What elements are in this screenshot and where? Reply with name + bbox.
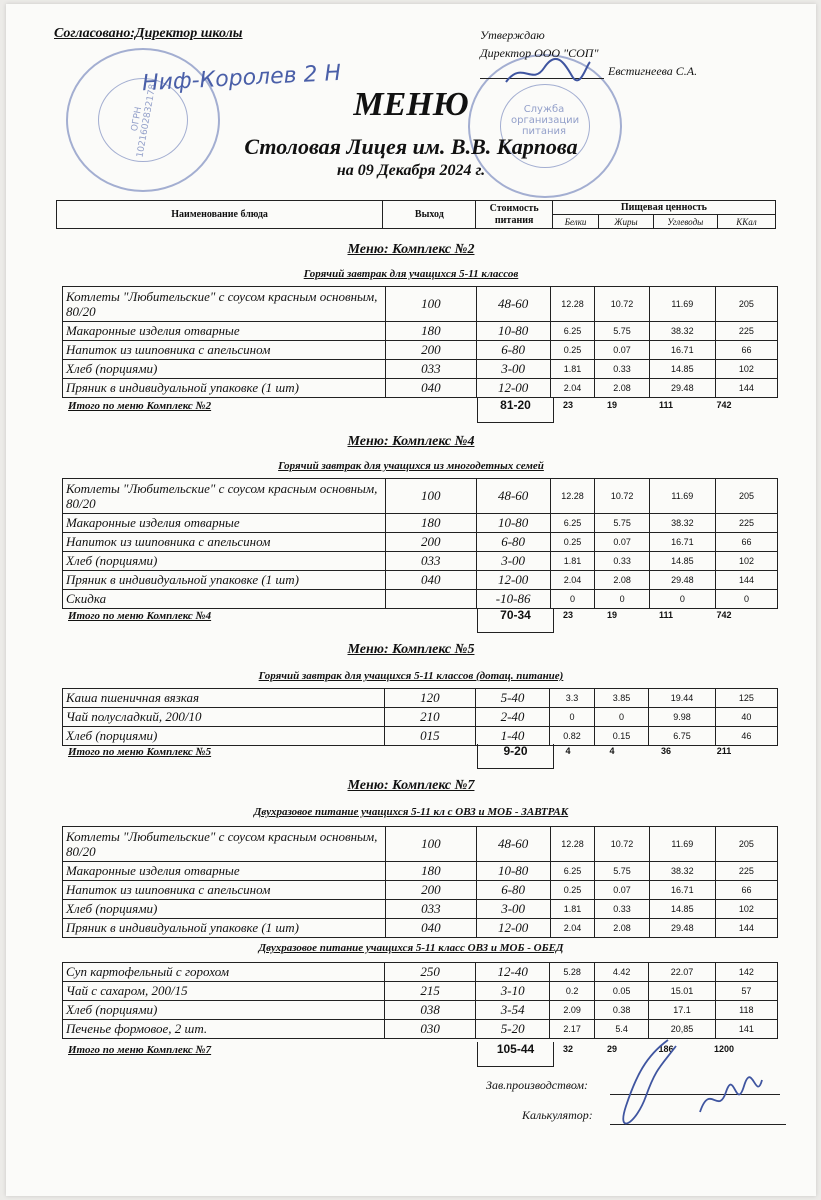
dish-fats: 0.33 [595,360,649,379]
table-row [63,552,778,571]
dish-carbs: 14.85 [649,360,715,379]
dish-output: 180 [386,862,477,881]
dish-proteins: 6.25 [550,514,595,533]
section-subtitle: Горячий завтрак для учащихся 5-11 классов [303,268,519,280]
dish-carbs: 16.71 [649,341,715,360]
dish-output: 215 [385,982,476,1001]
dish-cost: 48-60 [476,827,550,862]
total-cost: 9-20 [477,744,554,769]
dish-cost: 2-40 [475,708,549,727]
dish-fats: 2.08 [595,919,649,938]
dish-fats: 0.05 [594,982,648,1001]
dish-output: 033 [386,552,476,571]
dish-kcal: 40 [715,708,777,727]
menu-table-lunch [62,962,778,1039]
dish-carbs: 9.98 [649,708,715,727]
total-proteins: 32 [562,1044,573,1054]
dish-fats: 5.75 [595,322,649,341]
dish-fats: 0.15 [594,727,648,746]
section-title: Меню: Комплекс №5 [347,642,475,657]
dish-cost: 6-80 [476,881,550,900]
dish-output: 038 [385,1001,476,1020]
dish-proteins: 0.2 [550,982,595,1001]
dish-output: 030 [385,1020,476,1039]
dish-fats: 10.72 [595,479,649,514]
dish-cost: 48-60 [476,287,550,322]
dish-fats: 4.42 [594,963,648,982]
dish-output: 200 [386,881,477,900]
dish-proteins: 2.04 [550,919,595,938]
dish-kcal: 118 [715,1001,777,1020]
signature-calculator [696,1072,766,1122]
dish-cost: 1-40 [475,727,549,746]
dish-cost: -10-86 [476,590,550,609]
director-name: Евстигнеева С.А. [608,64,698,78]
dish-kcal: 0 [715,590,777,609]
total-kcal: 211 [716,746,732,756]
dish-fats: 2.08 [595,571,649,590]
dish-fats: 10.72 [595,827,649,862]
dish-name: Пряник в индивидуальной упаковке (1 шт) [63,571,386,590]
col-name: Наименование блюда [57,201,383,229]
approve-director: Директор ООО "СОП" [480,46,599,60]
col-carbs: Углеводы [653,215,717,229]
section-title: Меню: Комплекс №7 [347,778,475,793]
table-row [63,727,778,746]
dish-fats: 0 [594,708,648,727]
col-nutrition: Пищевая ценность [552,201,775,215]
total-fats: 19 [606,400,617,410]
canteen-name: Столовая Лицея им. В.В. Карпова [244,134,578,159]
table-row [63,862,778,881]
dish-kcal: 225 [715,322,777,341]
total-fats: 19 [606,610,617,620]
dish-proteins: 3.3 [550,689,595,708]
dish-name: Суп картофельный с горохом [63,963,385,982]
dish-kcal: 66 [715,341,777,360]
total-carbs: 186 [658,1044,674,1054]
table-row [63,479,778,514]
dish-carbs: 20,85 [649,1020,715,1039]
dish-carbs: 6.75 [649,727,715,746]
total-cost: 105-44 [477,1042,554,1067]
table-row [63,360,778,379]
dish-fats: 5.4 [594,1020,648,1039]
dish-carbs: 29.48 [649,919,715,938]
dish-kcal: 46 [715,727,777,746]
section-title: Меню: Комплекс №4 [347,434,475,449]
dish-name: Чай полусладкий, 200/10 [63,708,385,727]
dish-name: Макаронные изделия отварные [63,862,386,881]
col-proteins: Белки [552,215,598,229]
dish-proteins: 1.81 [550,360,595,379]
col-fats: Жиры [599,215,653,229]
col-kcal: ККал [717,215,775,229]
total-cost: 81-20 [477,398,554,423]
dish-name: Напиток из шиповника с апельсином [63,341,386,360]
table-row [63,341,778,360]
table-row [63,514,778,533]
table-row [63,379,778,398]
dish-kcal: 144 [715,919,777,938]
total-label: Итого по меню Комплекс №7 [68,1044,212,1056]
total-cost: 70-34 [477,608,554,633]
dish-cost: 3-54 [476,1001,550,1020]
table-row [63,533,778,552]
dish-name: Пряник в индивидуальной упаковке (1 шт) [63,919,386,938]
table-row [63,881,778,900]
dish-kcal: 141 [715,1020,777,1039]
dish-fats: 0.33 [595,552,649,571]
production-head-label: Зав.производством: [486,1078,589,1092]
dish-name: Напиток из шиповника с апельсином [63,881,386,900]
dish-kcal: 205 [715,827,777,862]
dish-carbs: 0 [649,590,715,609]
table-row [63,708,778,727]
dish-kcal: 66 [715,881,777,900]
dish-cost: 3-00 [476,900,550,919]
dish-cost: 12-00 [476,379,550,398]
total-carbs: 111 [658,400,674,410]
dish-carbs: 29.48 [649,571,715,590]
menu-table [62,688,778,746]
dish-name: Макаронные изделия отварные [63,322,386,341]
dish-carbs: 11.69 [649,287,715,322]
dish-output: 180 [386,322,477,341]
dish-output: 250 [385,963,476,982]
dish-kcal: 144 [715,571,777,590]
dish-name: Хлеб (порциями) [63,900,386,919]
dish-cost: 6-80 [476,533,550,552]
dish-output: 015 [384,727,475,746]
dish-carbs: 38.32 [649,322,715,341]
dish-output: 100 [386,827,477,862]
dish-fats: 0.33 [595,900,649,919]
dish-output: 200 [386,341,477,360]
dish-proteins: 0.25 [550,881,595,900]
dish-proteins: 6.25 [550,322,595,341]
table-row [63,900,778,919]
table-row [63,287,778,322]
dish-kcal: 205 [715,287,777,322]
dish-kcal: 142 [715,963,777,982]
dish-fats: 5.75 [595,862,649,881]
dish-fats: 5.75 [595,514,649,533]
dish-proteins: 12.28 [550,827,595,862]
dish-cost: 48-60 [476,479,550,514]
dish-fats: 0 [595,590,649,609]
section-title: Меню: Комплекс №2 [347,242,475,257]
dish-cost: 5-20 [476,1020,550,1039]
dish-name: Котлеты "Любительские" с соусом красным основным, 80/20 [63,287,386,322]
dish-name: Чай с сахаром, 200/15 [63,982,385,1001]
dish-fats: 0.38 [594,1001,648,1020]
calculator-label: Калькулятор: [522,1108,593,1122]
table-row [63,827,778,862]
total-proteins: 4 [565,746,571,756]
total-fats: 29 [606,1044,617,1054]
dish-name: Макаронные изделия отварные [63,514,386,533]
total-carbs: 36 [660,746,671,756]
dish-kcal: 144 [715,379,777,398]
menu-date: на 09 Декабря 2024 г. [336,162,486,179]
dish-kcal: 102 [715,900,777,919]
table-row [63,919,778,938]
dish-cost: 3-00 [476,552,550,571]
dish-proteins: 0.25 [550,341,595,360]
dish-proteins: 2.09 [550,1001,595,1020]
stamp-right-text: Служба организации питания [511,104,580,137]
dish-name: Хлеб (порциями) [63,360,386,379]
dish-cost: 10-80 [476,514,550,533]
total-kcal: 1200 [713,1044,735,1054]
dish-name: Скидка [63,590,386,609]
agreed-label: Согласовано:Директор школы [54,26,243,41]
dish-output: 040 [386,379,477,398]
dish-name: Котлеты "Любительские" с соусом красным основным, 80/20 [63,827,386,862]
total-proteins: 23 [562,610,573,620]
approve-label: Утверждаю [480,28,545,42]
section-subtitle: Двухразовое питание учащихся 5-11 кл с ОВЗ и МОБ - ЗАВТРАК [253,806,569,818]
menu-table [62,478,778,609]
dish-output [386,590,476,609]
dish-proteins: 0 [550,590,595,609]
dish-fats: 2.08 [595,379,649,398]
total-carbs: 111 [658,610,674,620]
dish-cost: 12-40 [476,963,550,982]
table-row [63,1001,778,1020]
dish-kcal: 125 [715,689,777,708]
dish-proteins: 1.81 [550,900,595,919]
dish-proteins: 0.25 [550,533,595,552]
total-row [68,746,778,762]
dish-cost: 3-00 [476,360,550,379]
dish-cost: 12-00 [476,919,550,938]
dish-carbs: 17.1 [649,1001,715,1020]
dish-proteins: 2.17 [550,1020,595,1039]
dish-output: 200 [386,533,476,552]
total-kcal: 742 [716,610,732,620]
dish-fats: 10.72 [595,287,649,322]
page-title: МЕНЮ [353,86,469,123]
dish-cost: 10-80 [476,862,550,881]
dish-name: Хлеб (порциями) [63,1001,385,1020]
table-row [63,963,778,982]
total-proteins: 23 [562,400,573,410]
dish-output: 210 [384,708,475,727]
dish-carbs: 16.71 [649,881,715,900]
dish-output: 180 [386,514,476,533]
dish-carbs: 22.07 [649,963,715,982]
dish-output: 033 [386,900,477,919]
dish-fats: 0.07 [595,533,649,552]
total-label: Итого по меню Комплекс №2 [68,400,212,412]
section-subtitle: Горячий завтрак для учащихся из многодетных семей [278,460,544,472]
dish-name: Каша пшеничная вязкая [63,689,385,708]
dish-carbs: 38.32 [649,514,715,533]
col-output: Выход [383,201,476,229]
dish-kcal: 225 [715,862,777,881]
dish-carbs: 14.85 [649,552,715,571]
dish-name: Пряник в индивидуальной упаковке (1 шт) [63,379,386,398]
dish-kcal: 57 [715,982,777,1001]
menu-table [62,826,778,938]
dish-name: Хлеб (порциями) [63,727,385,746]
stamp-left-text: ОГРН 1021602832178 [130,83,159,159]
table-header [56,200,776,229]
dish-carbs: 19.44 [649,689,715,708]
section-subtitle-lunch: Двухразовое питание учащихся 5-11 класс ОВЗ и МОБ - ОБЕД [258,942,564,954]
dish-proteins: 2.04 [550,571,595,590]
total-row [68,400,778,416]
dish-name: Напиток из шиповника с апельсином [63,533,386,552]
dish-kcal: 102 [715,360,777,379]
dish-proteins: 1.81 [550,552,595,571]
dish-proteins: 12.28 [550,479,595,514]
total-row [68,610,778,626]
table-row [63,689,778,708]
dish-cost: 6-80 [476,341,550,360]
dish-cost: 5-40 [475,689,549,708]
table-row [63,322,778,341]
dish-proteins: 2.04 [550,379,595,398]
dish-output: 100 [386,479,476,514]
dish-kcal: 66 [715,533,777,552]
dish-carbs: 14.85 [649,900,715,919]
dish-proteins: 0 [550,708,595,727]
dish-fats: 3.85 [594,689,648,708]
dish-proteins: 5.28 [550,963,595,982]
dish-fats: 0.07 [595,881,649,900]
dish-name: Хлеб (порциями) [63,552,386,571]
signature-left: Ниф-Королев 2 Н [141,60,342,97]
col-cost: Стоимость питания [476,201,552,229]
total-label: Итого по меню Комплекс №5 [68,746,212,758]
menu-table [62,286,778,398]
dish-cost: 12-00 [476,571,550,590]
dish-kcal: 205 [715,479,777,514]
table-row [63,571,778,590]
table-row [63,982,778,1001]
dish-kcal: 102 [715,552,777,571]
total-kcal: 742 [716,400,732,410]
dish-proteins: 0.82 [550,727,595,746]
dish-output: 040 [386,571,476,590]
dish-carbs: 29.48 [649,379,715,398]
dish-name: Котлеты "Любительские" с соусом красным основным, 80/20 [63,479,386,514]
total-label: Итого по меню Комплекс №4 [68,610,212,622]
dish-cost: 3-10 [476,982,550,1001]
table-row [63,590,778,609]
dish-output: 033 [386,360,477,379]
dish-output: 120 [384,689,475,708]
dish-kcal: 225 [715,514,777,533]
dish-output: 040 [386,919,477,938]
dish-carbs: 15.01 [649,982,715,1001]
section-subtitle: Горячий завтрак для учащихся 5-11 классов (дотац. питание) [258,670,564,682]
dish-carbs: 11.69 [649,827,715,862]
dish-fats: 0.07 [595,341,649,360]
dish-proteins: 6.25 [550,862,595,881]
dish-carbs: 11.69 [649,479,715,514]
dish-proteins: 12.28 [550,287,595,322]
dish-output: 100 [386,287,477,322]
dish-cost: 10-80 [476,322,550,341]
signature-production [606,1036,686,1128]
dish-carbs: 38.32 [649,862,715,881]
total-fats: 4 [609,746,615,756]
menu-document [6,4,816,1196]
dish-carbs: 16.71 [649,533,715,552]
dish-name: Печенье формовое, 2 шт. [63,1020,385,1039]
